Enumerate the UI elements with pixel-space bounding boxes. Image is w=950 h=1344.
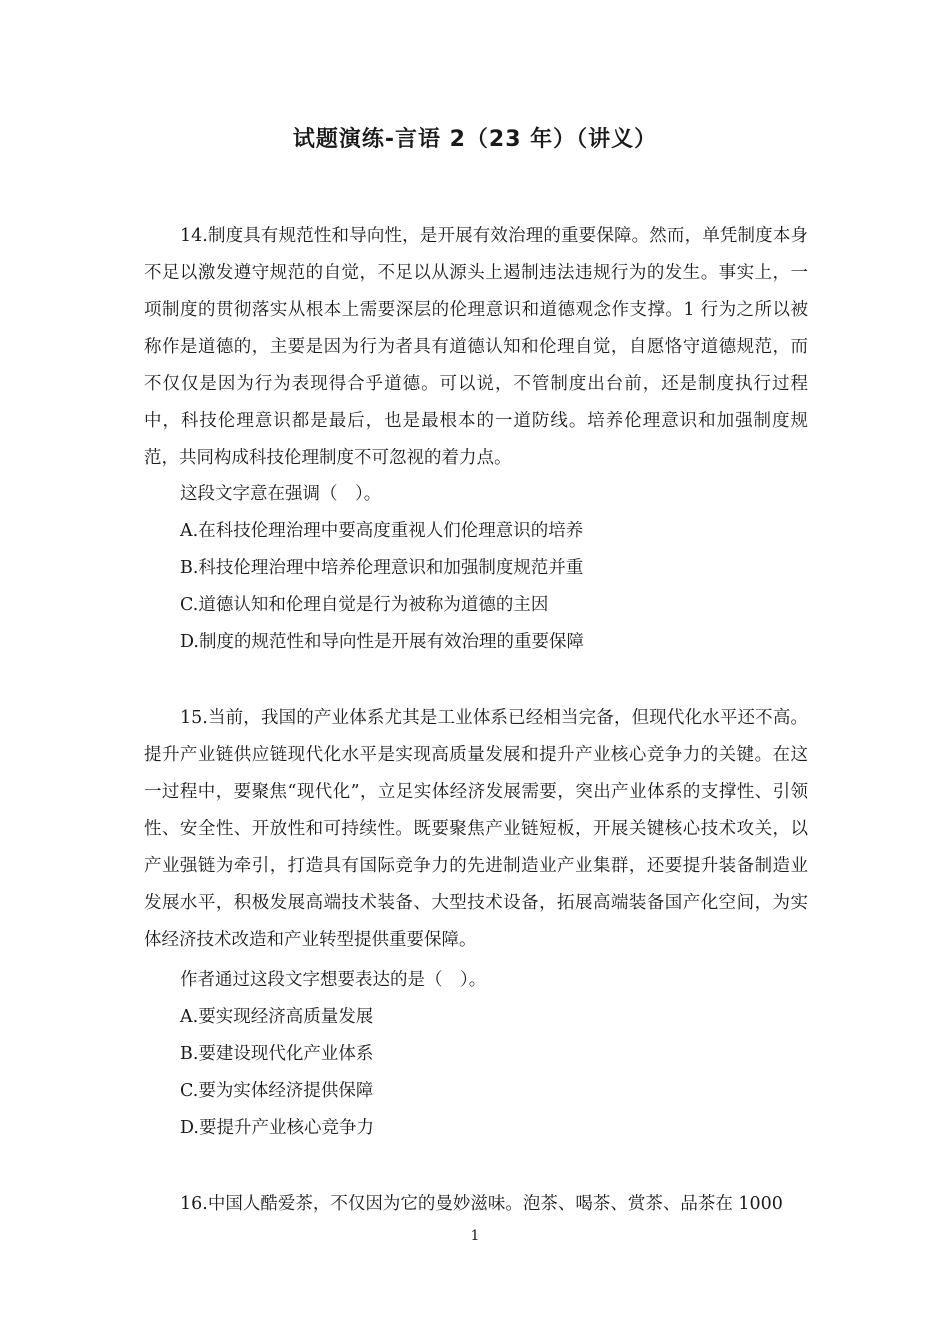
q14-option-b: B.科技伦理治理中培养伦理意识和加强制度规范并重 — [180, 558, 584, 578]
q14-option-c: C.道德认知和伦理自觉是行为被称为道德的主因 — [180, 595, 549, 615]
q15-option-d: D.要提升产业核心竞争力 — [180, 1118, 374, 1138]
q14-option-a: A.在科技伦理治理中要高度重视人们伦理意识的培养 — [180, 521, 584, 541]
q15-option-c: C.要为实体经济提供保障 — [180, 1081, 374, 1101]
q16-stem: 16.中国人酷爱茶，不仅因为它的曼妙滋味。泡茶、喝茶、赏茶、品茶在 1000 — [180, 1194, 783, 1214]
q14-question: 这段文字意在强调（ ）。 — [180, 484, 382, 504]
q14-stem: 14.制度具有规范性和导向性，是开展有效治理的重要保障。然而，单凭制度本身不足以激发遵守规范的自觉，不足以从源头上遏制违法违规行为的发生。事实上，一项制度的贯彻落实从根本上需要深层的伦理意识和道德观念作支撑。1 行为之所以被称作是道德的，主要是因为行为者具有道德认知和伦理自觉，自愿恪守道德规范，而不仅仅是因为行为表现得合乎道德。可以说，不管制度出台前，还是制度执行过程中，科技伦理意识都是最后，也是最根本的一道防线。培养伦理意识和加强制度规范，共同构成科技伦理制度不可忽视的着力点。 — [144, 226, 808, 468]
q15-question: 作者通过这段文字想要表达的是（ ）。 — [180, 970, 487, 990]
q15-option-b: B.要建设现代化产业体系 — [180, 1044, 374, 1064]
document-title: 试题演练-言语 2（23 年）（讲义） — [292, 127, 658, 152]
q15-option-a: A.要实现经济高质量发展 — [180, 1007, 374, 1027]
page-number: 1 — [470, 1228, 480, 1244]
q15-stem: 15.当前，我国的产业体系尤其是工业体系已经相当完备，但现代化水平还不高。提升产业链供应链现代化水平是实现高质量发展和提升产业核心竞争力的关键。在这一过程中，要聚焦“现代化”，立足实体经济发展需要，突出产业体系的支撑性、引领性、安全性、开放性和可持续性。既要聚焦产业链短板，开展关键核心技术攻关，以产业强链为牵引，打造具有国际竞争力的先进制造业产业集群，还要提升装备制造业发展水平，积极发展高端技术装备、大型技术设备，拓展高端装备国产化空间，为实体经济技术改造和产业转型提供重要保障。 — [144, 708, 808, 950]
q14-option-d: D.制度的规范性和导向性是开展有效治理的重要保障 — [180, 632, 584, 652]
